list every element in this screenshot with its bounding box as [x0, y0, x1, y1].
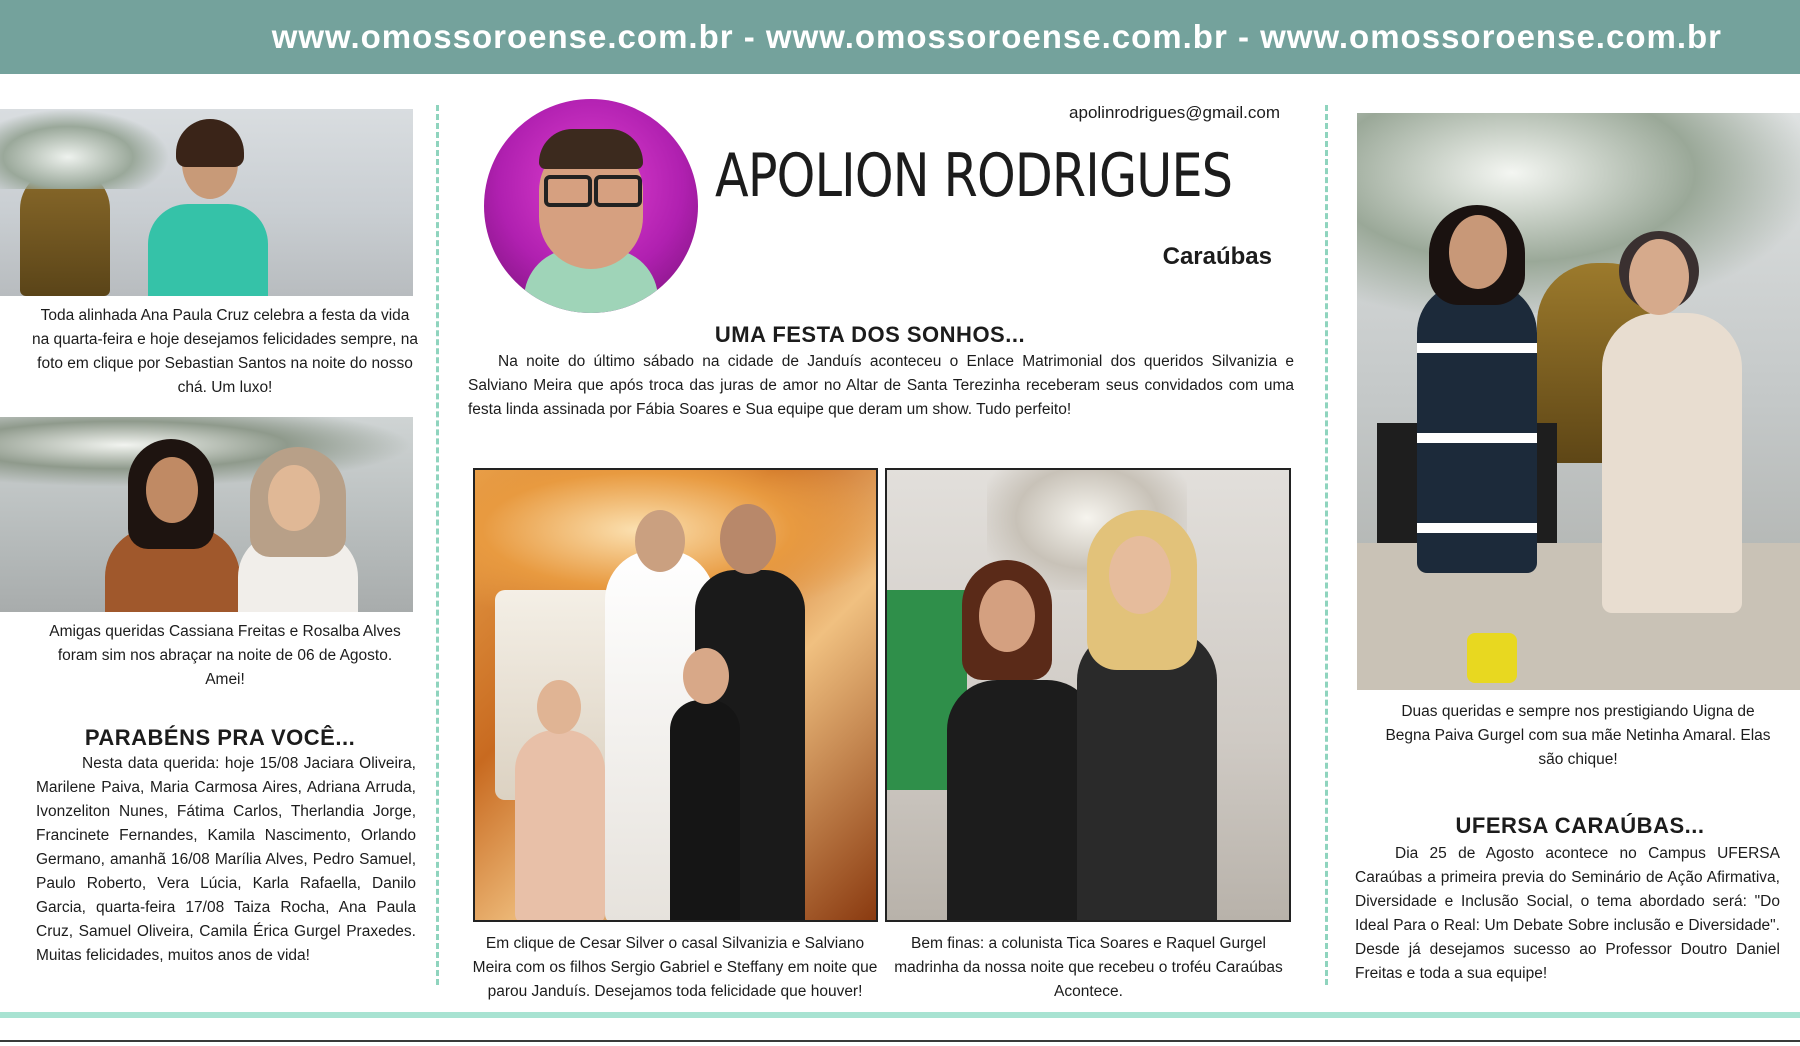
- ufersa-section-title: UFERSA CARAÚBAS...: [1455, 813, 1705, 838]
- author-name: APOLION RODRIGUES: [715, 141, 1233, 211]
- site-banner: [0, 0, 1800, 74]
- caption-ana-paula: Toda alinhada Ana Paula Cruz celebra a festa da vida na quarta-feira e hoje desejamos felicidades sempre, na foto em clique por Sebastian Santos na noite do nosso chá. Um luxo!: [31, 307, 418, 396]
- photo-uigna-netinha: [1357, 113, 1800, 690]
- center-story-text: Na noite do último sábado na cidade de Janduís aconteceu o Enlace Matrimonial dos queridos Silvanizia e Salviano Meira que após troca das juras de amor no Altar de Santa Terezinha receberam seus convidados com uma festa linda assinada por Fábia Soares e Sua equipe que deram um show. Tudo perfeito!: [468, 353, 1294, 418]
- ufersa-text: Dia 25 de Agosto acontece no Campus UFERSA Caraúbas a primeira previa do Seminário de Ação Afirmativa, Diversidade e Inclusão Social, o tema abordado será: "Do Ideal Para o Real: Um Debate Sobre inclusão e Diversidade". Desde já desejamos sucesso ao Professor Doutro Daniel Freitas e toda a sua equipe!: [1355, 845, 1780, 982]
- birthday-text: Nesta data querida: hoje 15/08 Jaciara Oliveira, Marilene Paiva, Maria Carmosa Aires, Adriana Arruda, Ivonzeliton Nunes, Fátima Carlos, Therlandia Jorge, Francinete Fernandes, Kamila Nascimento, Orlando Germano, amanhã 16/08 Marília Alves, Pedro Samuel, Paulo Roberto, Vera Lúcia, Karla Rafaella, Danilo Garcia, quarta-feira 17/08 Taiza Rocha, Ana Paula Cruz, Samuel Oliveira, Camila Érica Gurgel Praxedes. Muitas felicidades, muitos anos de vida!: [36, 755, 416, 964]
- author-email: apolinrodrigues@gmail.com: [1069, 103, 1280, 122]
- bottom-rule: [0, 1040, 1800, 1042]
- author-city: Caraúbas: [1162, 243, 1272, 270]
- photo-cassiana-rosalba: [0, 417, 413, 612]
- author-avatar: [484, 99, 698, 313]
- center-section-title: UMA FESTA DOS SONHOS...: [714, 322, 1026, 347]
- bottom-rule-accent: [0, 1012, 1800, 1018]
- caption-uigna-netinha: Duas queridas e sempre nos prestigiando Uigna de Begna Paiva Gurgel com sua mãe Netinha Amaral. Elas são chique!: [1385, 703, 1771, 768]
- column-divider-left: [436, 105, 439, 985]
- caption-tica-raquel: Bem finas: a colunista Tica Soares e Raquel Gurgel madrinha da nossa noite que recebeu o troféu Caraúbas Acontece.: [894, 935, 1283, 1000]
- photo-tica-raquel: [885, 468, 1291, 922]
- birthday-section-title: PARABÉNS PRA VOCÊ...: [84, 725, 356, 750]
- column-divider-right: [1325, 105, 1328, 985]
- caption-cassiana-rosalba: Amigas queridas Cassiana Freitas e Rosalba Alves foram sim nos abraçar na noite de 06 de Agosto. Amei!: [49, 623, 401, 688]
- caption-wedding: Em clique de Cesar Silver o casal Silvanizia e Salviano Meira com os filhos Sergio Gabriel e Steffany em noite que parou Janduís. Desejamos toda felicidade que houver!: [472, 935, 878, 1000]
- site-url-banner: www.omossoroense.com.br - www.omossoroense.com.br - www.omossoroense.com.br: [271, 18, 1722, 55]
- photo-wedding-couple: [473, 468, 878, 922]
- photo-ana-paula-cruz: [0, 109, 413, 296]
